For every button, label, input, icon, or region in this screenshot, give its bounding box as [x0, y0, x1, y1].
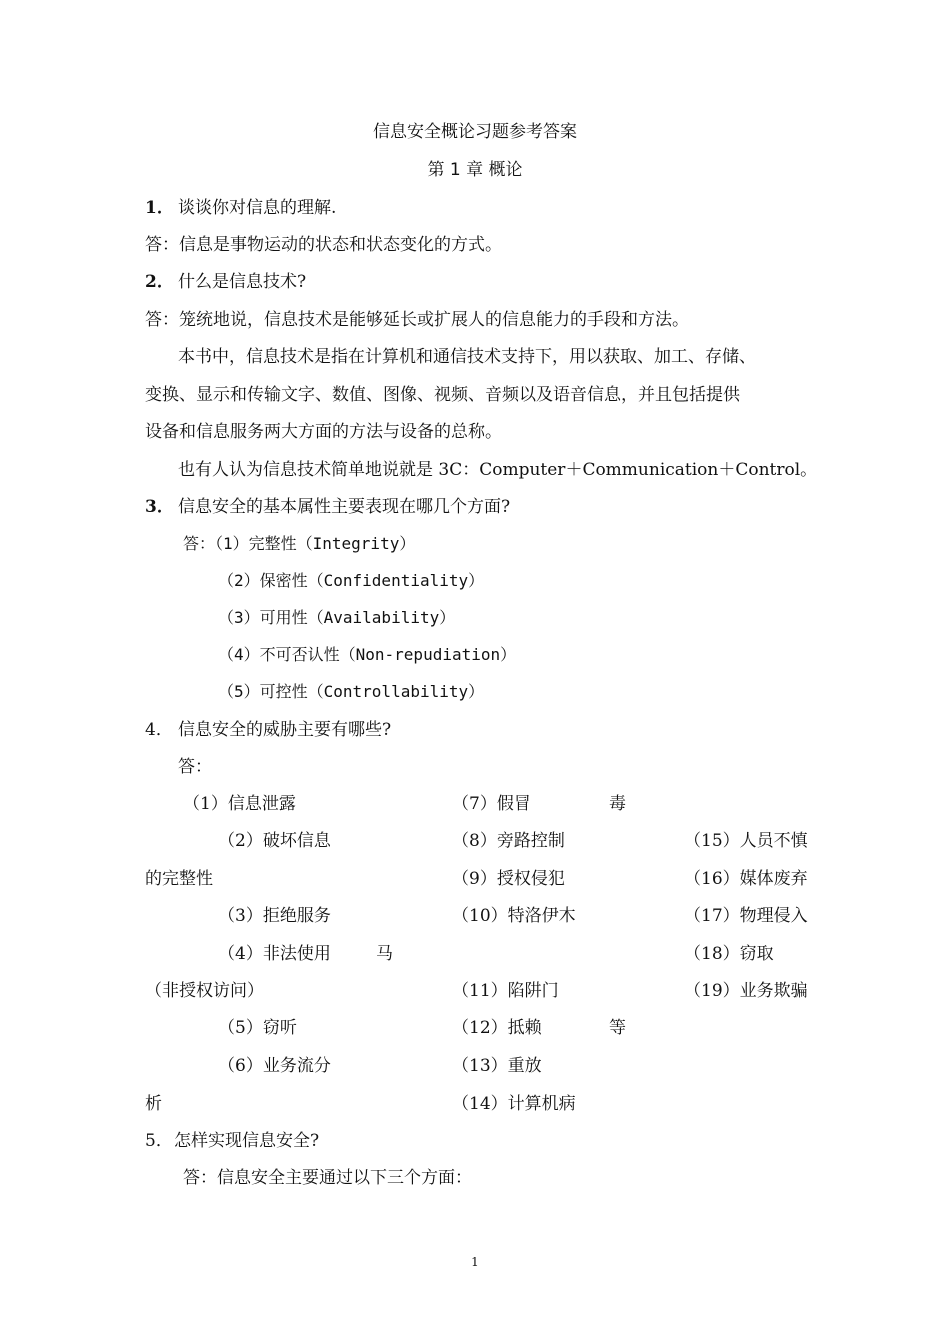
threat-item: （10）特洛伊木 — [452, 906, 576, 926]
question-text: 信息安全的基本属性主要表现在哪几个方面? — [178, 497, 511, 517]
threat-item: 析 — [145, 1094, 162, 1114]
threat-item: 毒 — [609, 794, 626, 814]
answer-text: 答：笼统地说，信息技术是能够延长或扩展人的信息能力的手段和方法。 — [145, 310, 689, 330]
answer-text: 答：信息是事物运动的状态和状态变化的方式。 — [145, 235, 502, 255]
threat-item: （3）拒绝服务 — [218, 906, 331, 926]
threat-item: （6）业务流分 — [218, 1056, 331, 1076]
paragraph-line: 本书中，信息技术是指在计算机和通信技术支持下，用以获取、加工、存储、 — [178, 347, 756, 367]
threat-item: （7）假冒 — [452, 794, 531, 814]
question-number: 2． — [145, 272, 174, 292]
paragraph-line: 也有人认为信息技术简单地说就是 3C：Computer＋Communication＋Control。 — [178, 460, 818, 480]
question-number: 3． — [145, 497, 174, 517]
threat-item: （16）媒体废弃 — [684, 869, 808, 889]
threat-item: （11）陷阱门 — [452, 981, 559, 1001]
paragraph-line: 变换、显示和传输文字、数值、图像、视频、音频以及语音信息，并且包括提供 — [145, 385, 740, 405]
threat-item: （12）抵赖 — [452, 1018, 542, 1038]
threat-item: （2）破坏信息 — [218, 831, 331, 851]
threat-item: （17）物理侵入 — [684, 906, 808, 926]
question-text: 怎样实现信息安全? — [174, 1131, 320, 1151]
threat-item: 的完整性 — [145, 869, 213, 889]
threat-item: 马 — [376, 944, 393, 964]
threat-item: （8）旁路控制 — [452, 831, 565, 851]
chapter-heading: 第 1 章 概论 — [427, 160, 523, 180]
question-text: 信息安全的威胁主要有哪些? — [178, 720, 392, 740]
threat-item: （19）业务欺骗 — [684, 981, 808, 1001]
question-text: 什么是信息技术? — [178, 272, 307, 292]
threat-item: （非授权访问） — [145, 981, 264, 1001]
threat-item: （13）重放 — [452, 1056, 542, 1076]
threat-item: 等 — [609, 1018, 626, 1038]
answer-text: 答：信息安全主要通过以下三个方面： — [183, 1168, 472, 1188]
threat-item: （5）窃听 — [218, 1018, 297, 1038]
list-item: （3）可用性（Availability） — [218, 608, 456, 627]
question-number: 1． — [145, 198, 174, 218]
answer-text: 答： — [178, 757, 212, 777]
threat-item: （15）人员不慎 — [684, 831, 808, 851]
paragraph-line: 设备和信息服务两大方面的方法与设备的总称。 — [145, 422, 502, 442]
page-number: 1 — [471, 1255, 479, 1269]
document-title: 信息安全概论习题参考答案 — [373, 122, 577, 142]
question-text: 谈谈你对信息的理解. — [178, 198, 337, 218]
threat-item: （14）计算机病 — [452, 1094, 576, 1114]
threat-item: （9）授权侵犯 — [452, 869, 565, 889]
question-number: 5． — [145, 1131, 173, 1151]
list-item: （5）可控性（Controllability） — [218, 682, 485, 701]
threat-item: （1）信息泄露 — [183, 794, 296, 814]
question-number: 4． — [145, 720, 173, 740]
list-item: （4）不可否认性（Non-repudiation） — [218, 645, 517, 664]
threat-item: （4）非法使用 — [218, 944, 331, 964]
threat-item: （18）窃取 — [684, 944, 774, 964]
list-item: 答：（1）完整性（Integrity） — [183, 534, 416, 553]
list-item: （2）保密性（Confidentiality） — [218, 571, 485, 590]
